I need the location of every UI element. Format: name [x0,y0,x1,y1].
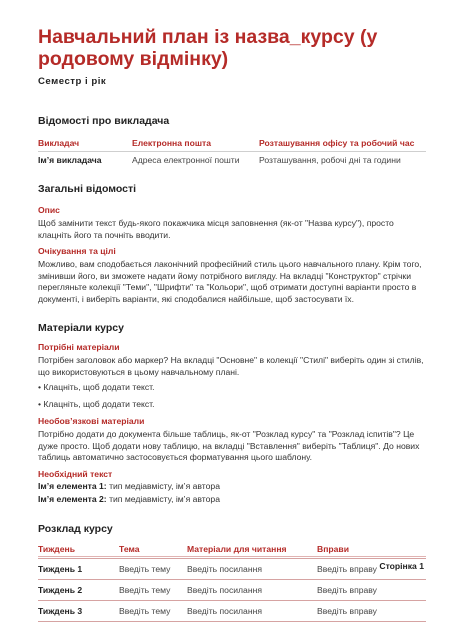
required-text-item[interactable] [38,493,426,506]
table-cell-exercise[interactable]: Введіть вправу [317,579,426,600]
instructor-email[interactable]: Адреса електронної пошти [132,155,240,165]
table-cell-topic[interactable]: Введіть тему [119,558,187,579]
table-cell-reading[interactable]: Введіть посилання [187,558,317,579]
table-row [38,579,426,600]
table-row [38,600,426,621]
table-cell-week[interactable]: Тиждень 2 [38,579,119,600]
table-cell-topic[interactable]: Введіть тему [119,579,187,600]
item-name: Ім’я елемента 2: [38,493,107,504]
bullet-item-text: Клацніть, щоб додати текст. [43,398,155,409]
schedule-table [38,541,426,622]
instructor-name[interactable]: Ім’я викладача [38,155,102,165]
instructor-table [38,138,426,165]
schedule-col-topic[interactable]: Тема [119,541,187,559]
footer-divider [38,556,426,557]
optional-materials-text[interactable]: Потрібно додати до документа більше таблиць, як-от "Розклад курсу" та "Розклад іспитів"? Це дуже просто. Щоб додати нову таблицю, на вкладці "Вставлення" виберіть "Таблиця". До нових таблиць автоматично застосовується форматування цього шаблону. [38,429,420,462]
bullet-item-text: Клацніть, щоб додати текст. [43,382,155,392]
table-cell-exercise[interactable]: Введіть вправу [317,600,426,621]
required-materials-text[interactable]: Потрібен заголовок або маркер? На вкладці "Основне" в колекції "Стилі" виберіть один зі стилів, що використовуються в цьому навчальному плані. [38,355,424,377]
schedule-col-reading[interactable]: Матеріали для читання [187,541,317,559]
optional-materials-label[interactable]: Необов’язкові матеріали [38,416,145,426]
schedule-col-exercises[interactable]: Вправи [317,541,426,559]
instructor-office[interactable]: Розташування, робочі дні та години [259,155,401,165]
table-cell-reading[interactable]: Введіть посилання [187,579,317,600]
semester-label[interactable]: Семестр і рік [38,76,107,87]
table-cell-week[interactable]: Тиждень 3 [38,600,119,621]
bullet-item[interactable]: • Клацніть, щоб додати текст. [38,382,155,392]
table-cell-reading[interactable]: Введіть посилання [187,600,317,621]
expectations-label[interactable]: Очікування та цілі [38,246,116,256]
expectations-text[interactable]: Можливо, вам сподобається лаконічний професійний стиль цього навчального плану. Крім того, змінивши його, ви зможете надати йому потрібного вигляду. На вкладці "Конструктор" стрічки перегляньте колекції "Теми", "Шрифти" та "Кольори", щоб отримати доступні варіанти просто в документі, і виберіть варіанти, які сподобалися найбільше, щоб застосувати їх. [38,259,422,304]
description-label[interactable]: Опис [38,205,60,215]
instructor-col-name[interactable]: Викладач [38,138,132,152]
table-cell-week[interactable]: Тиждень 1 [38,558,119,579]
required-materials-label[interactable]: Потрібні матеріали [38,342,120,352]
item-value: тип медіавмісту, ім’я автора [109,480,220,491]
table-row [38,558,426,579]
page-number: Сторінка 1 [379,561,424,571]
instructor-heading[interactable]: Відомості про викладача [38,115,170,127]
item-value: тип медіавмісту, ім’я автора [109,493,220,504]
instructor-col-office[interactable]: Розташування офісу та робочий час [259,138,426,152]
item-name: Ім’я елемента 1: [38,480,107,491]
bullet-item[interactable]: • Клацніть, щоб додати текст. [38,398,155,409]
schedule-heading[interactable]: Розклад курсу [38,522,113,535]
general-heading[interactable]: Загальні відомості [38,183,137,195]
description-text[interactable]: Щоб замінити текст будь-якого покажчика місця заповнення (як-от "Назва курсу"), просто клацніть його та почніть вводити. [38,218,394,240]
table-cell-exercise[interactable]: Введіть вправу [317,558,426,579]
materials-heading[interactable]: Матеріали курсу [38,322,124,334]
materials-bullet-list [38,382,426,410]
required-text-label[interactable]: Необхідний текст [38,468,113,479]
instructor-col-email[interactable]: Електронна пошта [132,138,259,152]
schedule-col-week[interactable]: Тиждень [38,541,119,559]
document-page [38,26,426,622]
page-title[interactable]: Навчальний план із назва_курсу (у родовому відмінку) [38,26,378,70]
table-cell-topic[interactable]: Введіть тему [119,600,187,621]
required-text-item[interactable] [38,480,426,493]
